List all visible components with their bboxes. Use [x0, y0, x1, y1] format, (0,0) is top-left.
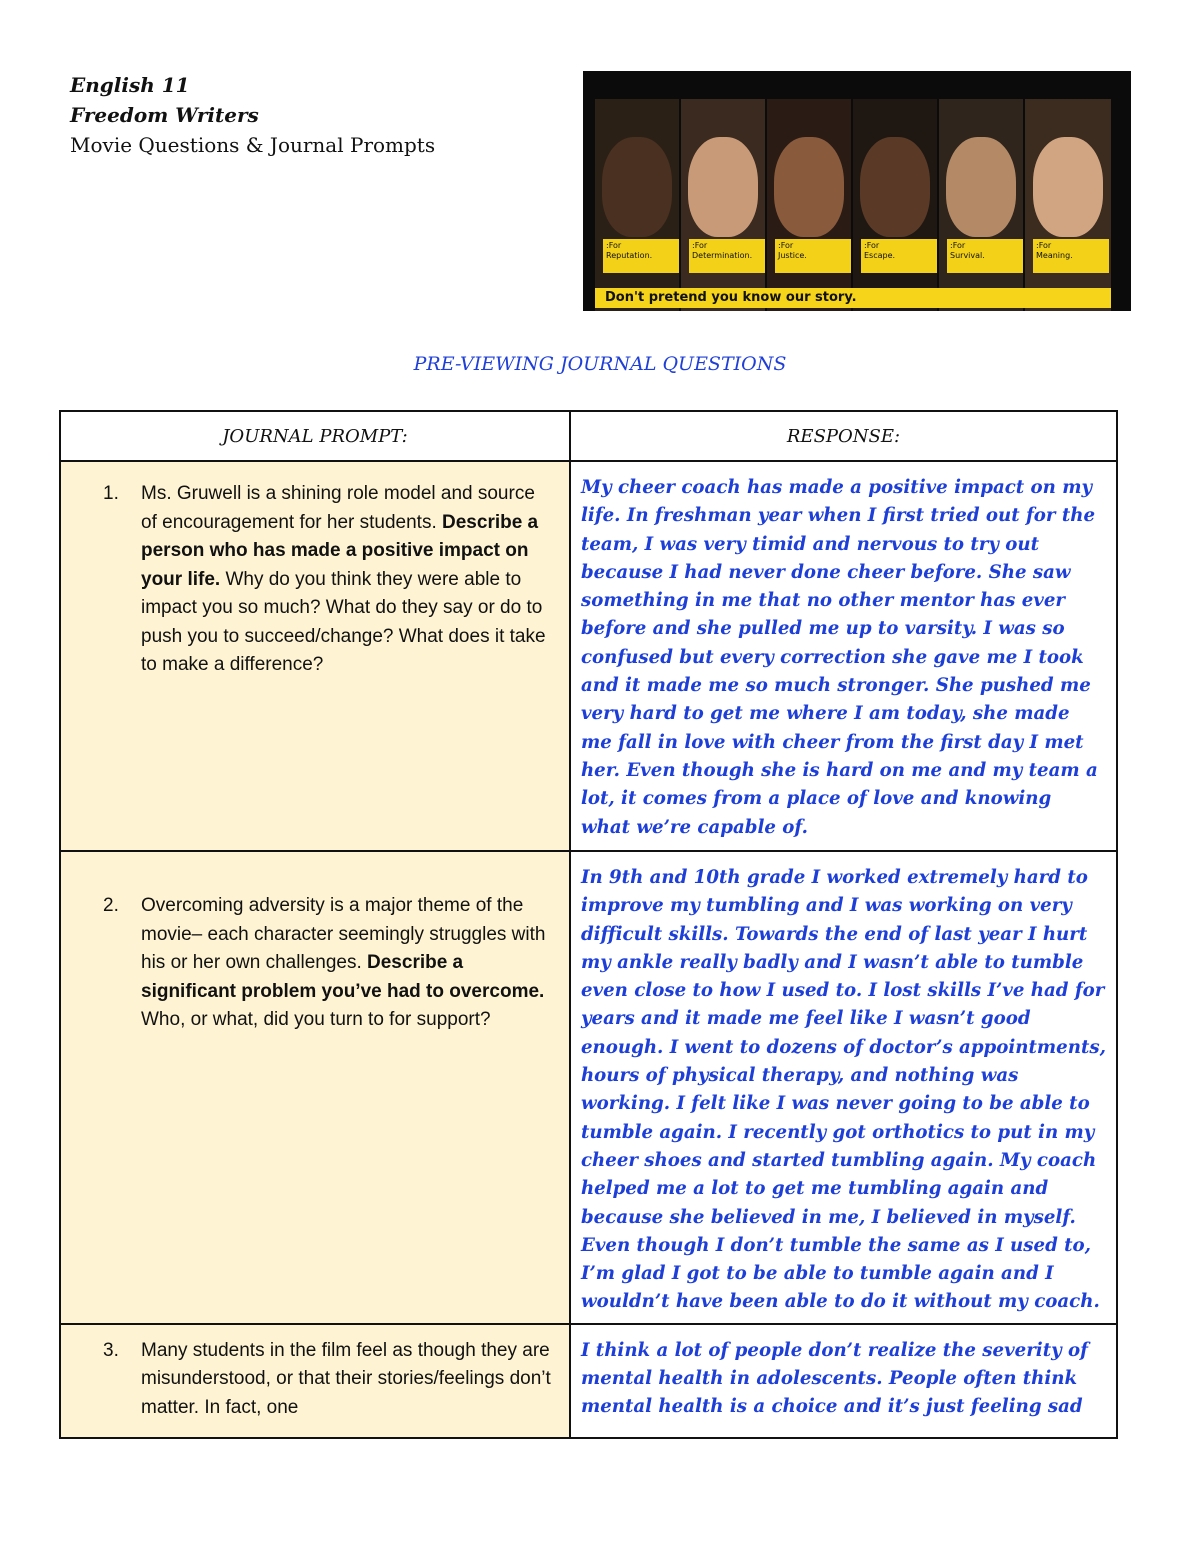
course-title: English 11	[70, 73, 190, 97]
poster-face	[602, 137, 672, 237]
document-subtitle: Movie Questions & Journal Prompts	[70, 133, 436, 157]
poster-panel	[939, 99, 1023, 311]
table-header-row	[60, 411, 1117, 461]
response-cell	[570, 851, 1117, 1324]
poster-panel	[681, 99, 765, 311]
response-cell	[570, 461, 1117, 851]
poster-tag: :For Reputation.	[603, 239, 679, 273]
response-text: I think a lot of people don’t realize the severity of mental health in adolescents. People often think mental health is a choice and it’s just feeling sad	[580, 1339, 1088, 1418]
prompt-number: 1.	[103, 483, 119, 504]
prompt-text: Overcoming adversity is a major theme of the movie– each character seemingly struggles with his or her own challenges. Describe a significant problem you’ve had to overcome. Who, or what, did you turn to for support?	[141, 895, 546, 1030]
document-header	[70, 70, 550, 160]
prompt-cell	[60, 851, 570, 1324]
poster-tagline: Don't pretend you know our story.	[605, 290, 857, 305]
prompt-number: 2.	[103, 895, 119, 916]
movie-poster	[583, 71, 1131, 311]
prompt-text: Many students in the film feel as though they are misunderstood, or that their stories/feelings don’t matter. In fact, one	[141, 1339, 551, 1418]
poster-tag: :For Survival.	[947, 239, 1023, 273]
prompt-column-header: JOURNAL PROMPT:	[60, 411, 570, 461]
poster-tag: :For Justice.	[775, 239, 851, 273]
poster-tag: :For Escape.	[861, 239, 937, 273]
prompt-number: 3.	[103, 1339, 119, 1361]
response-cell	[570, 1324, 1117, 1438]
poster-panel	[595, 99, 679, 311]
poster-panel	[1025, 99, 1111, 311]
table-row	[60, 461, 1117, 851]
prompt-emphasis: Describe a person who has made a positive impact on your life.	[141, 511, 539, 590]
poster-tag: :For Meaning.	[1033, 239, 1109, 273]
poster-face	[946, 137, 1016, 237]
prompt-cell	[60, 461, 570, 851]
table-row	[60, 851, 1117, 1324]
poster-face	[688, 137, 758, 237]
response-text: My cheer coach has made a positive impact on my life. In freshman year when I first tried out for the team, I was very timid and nervous to try out because I had never done cheer before. She saw something in me that no other mentor has ever before and she pulled me up to varsity. I was so confused but every correction she gave me I took and it made me so much stronger. She pushed me very hard to get me where I am today, she made me fall in love with cheer from the first day I met her. Even though she is hard on me and my team a lot, it comes from a place of love and knowing what we’re capable of.	[580, 477, 1098, 838]
section-title: PRE-VIEWING JOURNAL QUESTIONS	[413, 353, 787, 375]
poster-face	[1033, 137, 1103, 237]
poster-tag: :For Determination.	[689, 239, 765, 273]
film-title: Freedom Writers	[70, 103, 259, 127]
poster-panel	[853, 99, 937, 311]
poster-face	[774, 137, 844, 237]
poster-tagline-strip	[595, 288, 1111, 308]
prompt-text: Ms. Gruwell is a shining role model and source of encouragement for her students. Describe a person who has made a positive impact on your life. Why do you think they were able to impact you so much? What do they say or do to push you to succeed/change? What does it take to make a difference?	[141, 483, 546, 675]
poster-panel	[767, 99, 851, 311]
table-row	[60, 1324, 1117, 1438]
journal-table	[59, 410, 1118, 1439]
response-column-header: RESPONSE:	[570, 411, 1117, 461]
prompt-cell	[60, 1324, 570, 1438]
poster-face	[860, 137, 930, 237]
prompt-emphasis: Describe a significant problem you’ve had to overcome.	[141, 952, 545, 1002]
response-text: In 9th and 10th grade I worked extremely hard to improve my tumbling and I was working on very difficult skills. Towards the end of last year I hurt my ankle really badly and I wasn’t able to tumble even close to how I used to. I lost skills I’ve had for years and it made me feel like I wasn’t good enough. I went to dozens of doctor’s appointments, hours of physical therapy, and nothing was working. I felt like I was never going to be able to tumble again. I recently got orthotics to put in my cheer shoes and started tumbling again. My coach helped me a lot to get me tumbling again and because she believed in me, I believed in myself. Even though I don’t tumble the same as I used to, I’m glad I got to be able to tumble again and I wouldn’t have been able to do it without my coach.	[580, 867, 1106, 1313]
